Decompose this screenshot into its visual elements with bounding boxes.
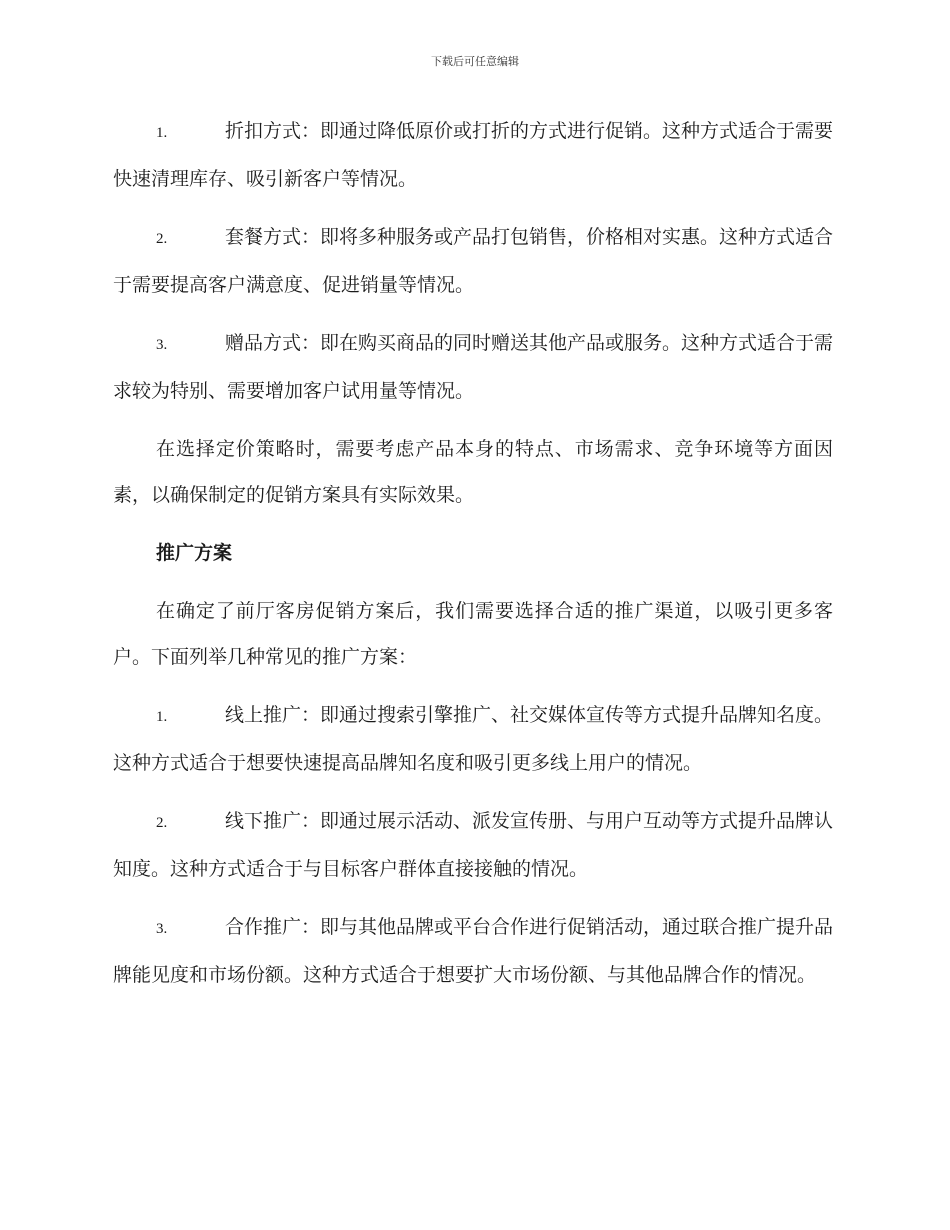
- intro-paragraph: 在确定了前厅客房促销方案后，我们需要选择合适的推广渠道，以吸引更多客户。下面列举几种常见的推广方案：: [113, 600, 833, 668]
- section-heading: 推广方案: [156, 542, 233, 564]
- list-item: [113, 108, 833, 202]
- list-item-text: 折扣方式：即通过降低原价或打折的方式进行促销。这种方式适合于需要快速清理库存、吸引新客户等情况。: [113, 120, 834, 190]
- list-item-text: 合作推广：即与其他品牌或平台合作进行促销活动，通过联合推广提升品牌能见度和市场份额。这种方式适合于想要扩大市场份额、与其他品牌合作的情况。: [113, 916, 834, 986]
- list-item: [113, 798, 833, 892]
- list-item-text: 赠品方式：即在购买商品的同时赠送其他产品或服务。这种方式适合于需求较为特别、需要增加客户试用量等情况。: [113, 332, 834, 402]
- list-number: 1.: [156, 709, 168, 725]
- list-item-text: 套餐方式：即将多种服务或产品打包销售，价格相对实惠。这种方式适合于需要提高客户满意度、促进销量等情况。: [113, 226, 834, 296]
- list-number: 3.: [156, 337, 168, 353]
- list-number: 2.: [156, 231, 168, 247]
- summary-paragraph: 在选择定价策略时，需要考虑产品本身的特点、市场需求、竞争环境等方面因素，以确保制定的促销方案具有实际效果。: [113, 438, 833, 506]
- document-body: [113, 108, 833, 1010]
- list-number: 3.: [156, 921, 168, 937]
- list-item: [113, 904, 833, 998]
- list-item: [113, 320, 833, 414]
- list-item: [113, 214, 833, 308]
- list-number: 2.: [156, 815, 168, 831]
- page-header: 下载后可任意编辑: [431, 55, 519, 68]
- list-item-text: 线上推广：即通过搜索引擎推广、社交媒体宣传等方式提升品牌知名度。这种方式适合于想要快速提高品牌知名度和吸引更多线上用户的情况。: [113, 704, 834, 774]
- list-number: 1.: [156, 125, 168, 141]
- list-item-text: 线下推广：即通过展示活动、派发宣传册、与用户互动等方式提升品牌认知度。这种方式适合于与目标客户群体直接接触的情况。: [113, 810, 834, 880]
- list-item: [113, 692, 833, 786]
